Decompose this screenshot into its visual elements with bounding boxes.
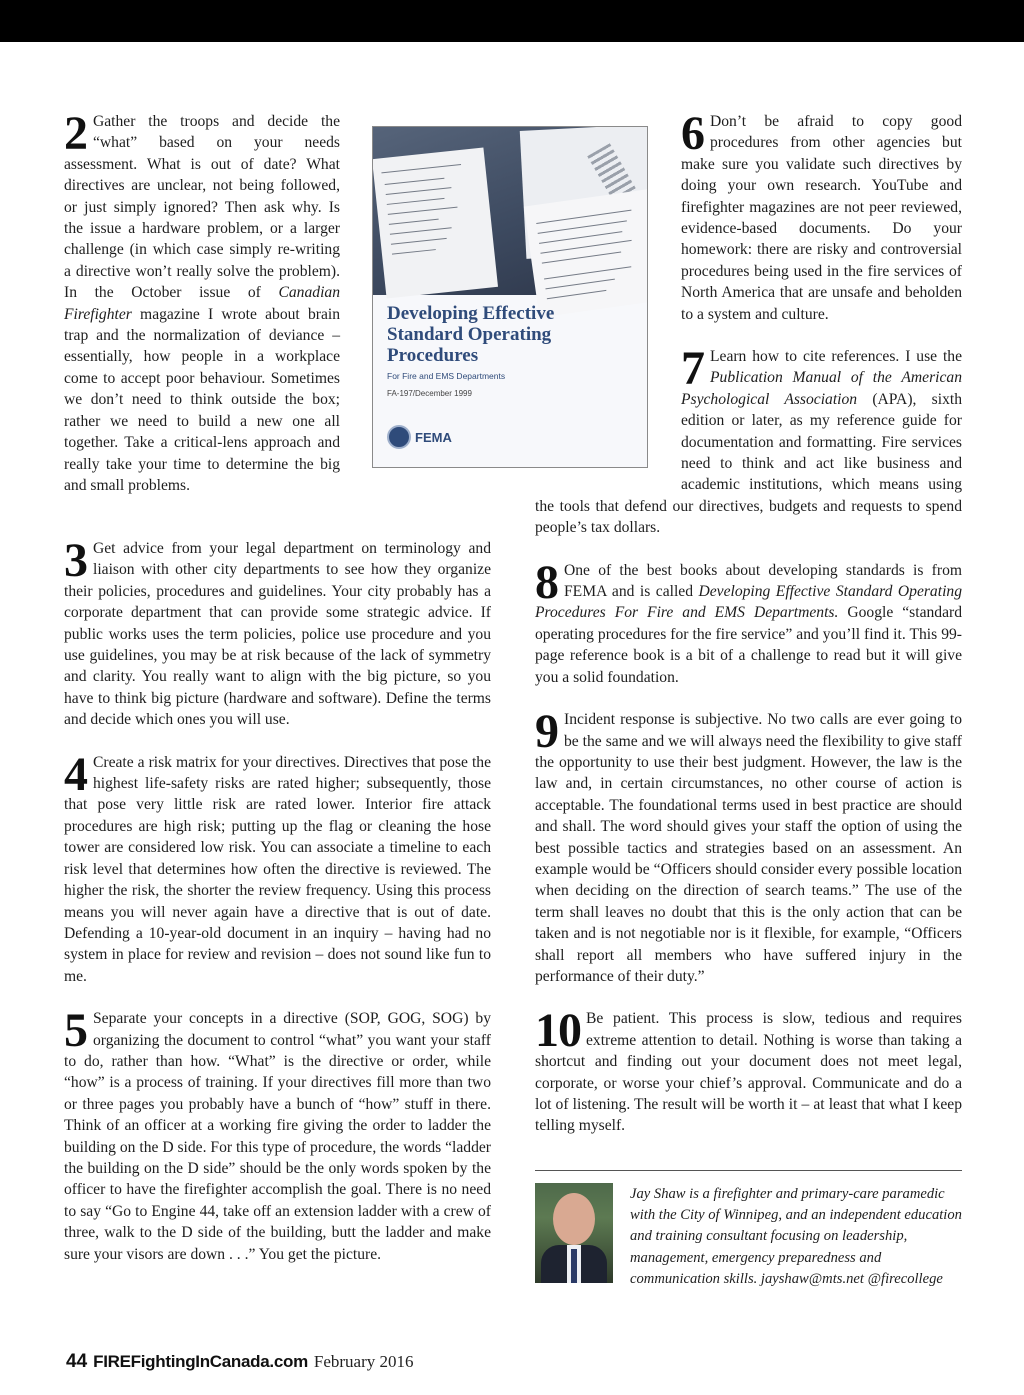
paper-sheet-icon [372,148,498,299]
author-bio: Jay Shaw is a firefighter and primary-care paramedic with the City of Winnipeg, and an independent education and training consultant focusing on leadership, management, emergency preparedness and communication skills. jayshaw@mts.net @firecollege [630,1186,962,1287]
step-number: 9 [535,705,559,759]
section-2 [64,107,340,496]
fema-logo: FEMA [387,425,452,449]
top-black-bar [0,0,1024,42]
fema-book-title: Developing Effective Standard Operating Procedures For Fire and EMS Departments. [535,583,962,622]
step-number: 3 [64,534,88,587]
right-column [535,342,962,1158]
section-3 [64,534,491,731]
fema-seal-icon [387,425,411,449]
section-text-cont: Google “standard operating procedures for the fire service” and you’ll find it. This 99-page reference book is a bit of a challenge to read but it will give you a solid foundation. [535,604,962,686]
issue-date: February 2016 [313,1352,414,1371]
left-column [64,534,492,1286]
section-4 [64,747,491,987]
step-number: 5 [64,1004,88,1058]
step-number: 6 [681,107,705,160]
author-photo [535,1183,613,1283]
section-text-cont: magazine I wrote about brain trap and the normalization of deviance – essentially, how people in a workplace come to accept poor behaviour. Sometimes we don’t need to think outside the box; rather we need to build a new one all together. Take a critical-lens approach and really take your time to determine the big and small problems. [64,305,340,494]
section-10 [535,1004,962,1136]
section-text: Gather the troops and decide the “what” based on your needs assessment. What is out of date? What directives are unclear, not being followed, or just simply ignored? Then ask why. Is the issue a hardware problem, or a larger challenge (in which case simply re-writing a directive won’t really solve the problem). In the October issue of [64,113,340,302]
booklet-photo [373,127,648,295]
section-text: Learn how to cite references. I use the [710,348,962,365]
section-text: Don’t be afraid to copy good procedures from other agencies but make sure you validate such directives by doing your own research. YouTube and firefighter magazines are not peer reviewed, evidence-based documents. Do your homework: there are risky and controversial procedures being used in the fire services of North America that are unsafe and beholden to a system and culture. [681,113,962,323]
booklet-title: Developing Effective Standard Operating Procedures [387,303,555,366]
magazine-title: Canadian Firefighter [64,284,340,323]
section-text: Be patient. This process is slow, tedious and requires extreme attention to detail. Nothing is worse than taking a shortcut and finding out your document does not meet legal, corporate, or worse your chief’s approval. Communicate and do a lot of listening. The result will be worth it – at least that what I keep telling myself. [535,1010,962,1135]
section-text: One of the best books about developing standards is from FEMA and is called [564,561,962,601]
page-number: 44 [66,1351,88,1372]
section-6 [681,107,962,325]
website-link[interactable]: FIREFightingInCanada.com [93,1352,308,1371]
section-text: Create a risk matrix for your directives. Directives that pose the highest life-safety risks are rated higher; subsequently, those that pose very little risk are rated lower. Interior fire attack procedures are high risk; putting up the flag or cleaning the hose tower are considered low risk. You can associate a timeline to each risk level that determines how often the directive is reviewed. The higher the risk, the shorter the review frequency. Using this process means you will never again have a directive that is out of date. Defending a 10-year-old document in an inquiry – having had no system in place for review and revision – does not sound like fun to me. [64,753,491,985]
section-9 [535,705,962,987]
section-text: Get advice from your legal department on terminology and liaison with other city departments to see how they organize their policies, procedures and guidelines. Your city probably has a corporate department that can provide some strategic advice. If public works uses the term policies, police use procedure and you use guidelines, you may be at risk because of the lack of symmetry and clarity. You really want to align with the big picture, so you have to think big picture (hardware and software). Define the terms and decide which ones you will use. [64,540,491,729]
apa-manual-title: Publication Manual of the American Psychological Association [681,369,962,408]
step-number: 7 [681,342,705,395]
bio-divider [535,1170,962,1171]
section-text-cont: (APA), sixth edition or later, as my reference guide for documentation and formatting. Fire services need to think and act like business and academic institutions, which means using the tools that defend our directives, budgets and requests to spend people’s tax dollars. [535,390,962,537]
section-text: Separate your concepts in a directive (SOP, GOG, SOG) by organizing the document to control “what” you want your staff to do, rather than how. “What” is the directive or order, while “how” is a process of training. If your directives fill more than two or three pages you probably have a bunch of “how” stuff in there. Think of an officer at a working fire giving the order to ladder the building on the D side. For this type of procedure, the words “ladder the building on the D side” should be the only words spoken by the officer to have the firefighter accomplish the goal. There is no need to say “Go to Engine 44, take off an extension ladder with a crew of three, walk to the D side of the building, butt the ladder and make sure your visors are down . . .” You get the picture. [64,1010,492,1263]
handwritten-notes-icon [524,188,648,317]
step-number: 4 [64,747,88,801]
booklet-subtitle: For Fire and EMS Departments [387,371,506,381]
page-footer [66,1351,414,1373]
step-number: 10 [535,1004,581,1058]
section-text: Incident response is subjective. No two calls are ever going to be the same and we will always need the flexibility to give staff the opportunity to use their best judgment. However, the law is the law and, in certain circumstances, no other course of action is acceptable. The foundational terms used in best practice are should and shall. The word should gives your staff the option of using the best possible tactics and strategies based on an assessment. An example would be “Officers should consider every possible location when deciding on the direction of search teams.” The use of the term shall leaves no doubt that this is the only action that can be taken and is not negotiable nor is it flexible, for example, “Officers shall report all members who have suffered injury in the performance of their duty.” [535,711,962,985]
section-8 [535,555,962,688]
section-5 [64,1004,492,1265]
booklet-code: FA-197/December 1999 [387,389,472,398]
section-7 [535,342,962,539]
step-number: 2 [64,107,88,160]
step-number: 8 [535,555,559,609]
